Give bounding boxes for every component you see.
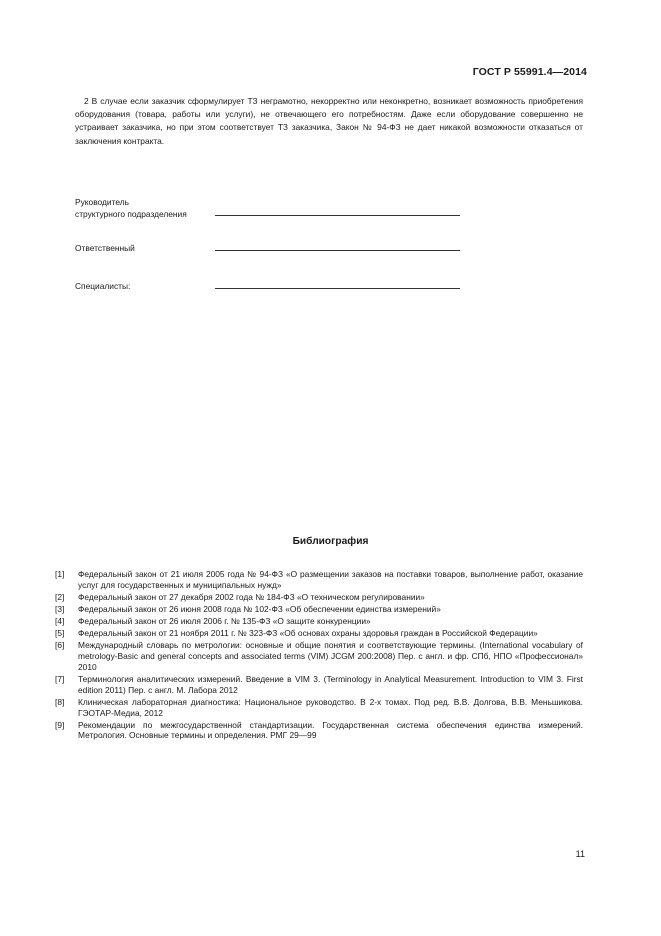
note-text: 2 В случае если заказчик сформулирует ТЗ неграмотно, некорректно или неконкретно, возникает возможность приобретения оборудования (товара, работы или услуги), не отвечающего его потребностям. Даже если оборудование совершенно не устраивает заказчика, но при этом соответствует ТЗ заказчика, Закон № 94-ФЗ не дает никакой возможности отказаться от заключения контракта.	[75, 96, 583, 146]
bibliography-item	[55, 628, 583, 639]
signature-line-head	[215, 215, 460, 216]
bibliography-item	[55, 720, 583, 742]
bibliography-item-text: Международный словарь по метрологии: основные и общие понятия и соответствующие термины. (International vocabulary of metrology-Basic and general concepts and associated terms (VIM) JCGM 200:2008) Пер. с англ. и фр. СПб, НПО «Профессионал» 2010	[78, 639, 583, 672]
bibliography-item-number: [4]	[55, 615, 65, 626]
bibliography-item-number: [9]	[55, 719, 65, 730]
bibliography-item	[55, 569, 583, 591]
bibliography-item-text: Федеральный закон от 27 декабря 2002 года № 184-ФЗ «О техническом регулировании»	[78, 591, 425, 602]
bibliography-item	[55, 604, 583, 615]
page-number: 11	[575, 849, 585, 859]
bibliography-item-text: Клиническая лабораторная диагностика: Национальное руководство. В 2-х томах. Под ред. В.В. Долгова, В.В. Меньшикова. ГЭОТАР-Медиа, 2012	[78, 696, 583, 718]
bibliography-item	[55, 640, 583, 673]
bibliography-item-number: [1]	[55, 569, 65, 579]
bibliography-item	[55, 697, 583, 719]
bibliography-item	[55, 674, 583, 696]
bibliography-item	[55, 592, 583, 603]
bibliography-item	[55, 616, 583, 627]
signature-specialists-label: Специалисты:	[75, 281, 131, 291]
bibliography-title: Библиография	[292, 536, 369, 547]
signature-line-responsible	[215, 250, 460, 251]
document-code: ГОСТ Р 55991.4—2014	[472, 66, 587, 78]
bibliography-item-number: [3]	[55, 603, 65, 614]
bibliography-item-number: [2]	[55, 591, 65, 602]
signature-line-specialists	[215, 288, 460, 289]
note-paragraph	[75, 95, 583, 148]
bibliography-item-text: Федеральный закон от 21 июля 2005 года № 94-ФЗ «О размещении заказов на поставки товаров, выполнение работ, оказание услуг для государственных и муниципальных нужд»	[78, 569, 583, 590]
bibliography-item-text: Терминология аналитических измерений. Введение в VIM 3. (Terminology in Analytical Measurement. Introduction to VIM 3. First edition 2011) Пер. с англ. М. Лабора 2012	[78, 673, 583, 695]
bibliography-list	[55, 569, 583, 742]
bibliography-item-number: [8]	[55, 696, 65, 707]
bibliography-item-number: [6]	[55, 639, 65, 650]
bibliography-item-text: Рекомендации по межгосударственной стандартизации. Государственная система обеспечения единства измерений. Метрология. Основные термины и определения. РМГ 29—99	[78, 719, 583, 741]
bibliography-item-text: Федеральный закон от 26 июля 2006 г. № 135-ФЗ «О защите конкуренции»	[78, 615, 371, 626]
bibliography-item-number: [7]	[55, 673, 65, 684]
signature-responsible-label: Ответственный	[75, 243, 135, 253]
bibliography-item-text: Федеральный закон от 26 июня 2008 года № 102-ФЗ «Об обеспечении единства измерений»	[78, 603, 441, 614]
signature-head-label-line2: структурного подразделения	[75, 209, 187, 219]
bibliography-item-text: Федеральный закон от 21 ноября 2011 г. № 323-ФЗ «Об основах охраны здоровья граждан в Российской Федерации»	[78, 627, 538, 638]
bibliography-item-number: [5]	[55, 627, 65, 638]
signature-head-label-line1: Руководитель	[75, 197, 129, 207]
